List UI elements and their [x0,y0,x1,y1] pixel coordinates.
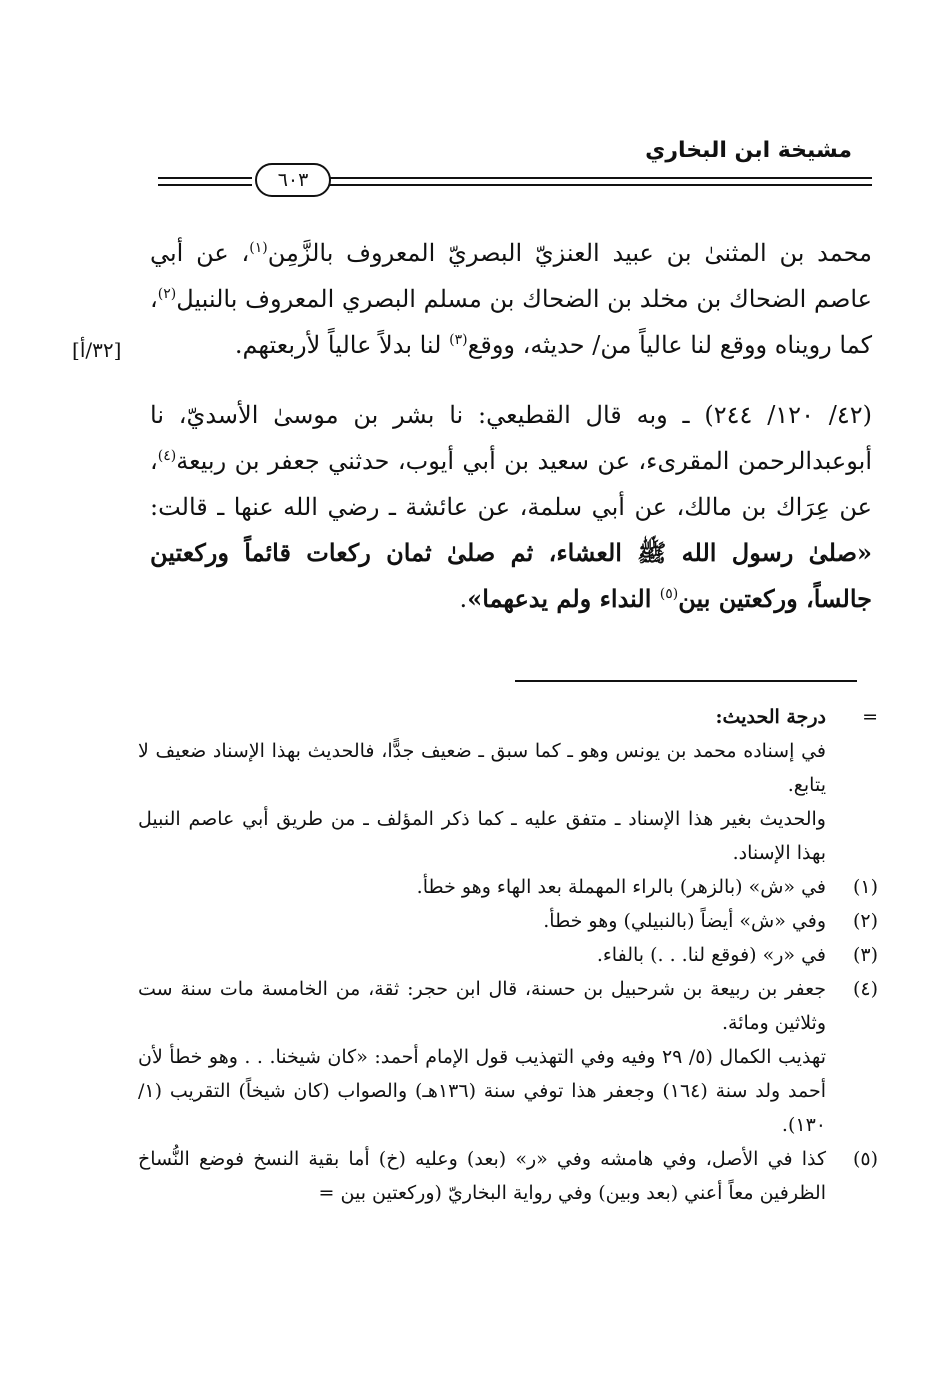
running-title: مشيخة ابن البخاري [645,138,852,163]
text-run: ، كما رويناه ووقع لنا عالياً من/ حديثه، ووقع [150,285,872,359]
text-run: (٤٢/ ١٢٠/ ٢٤٤) ـ وبه قال القطيعي: نا بشر بن موسىٰ الأسديّ، نا أبوعبدالرحمن المقرىء، عن سعيد بن أبي أيوب، حدثني جعفر بن ربيعة [150,401,872,475]
continuation-mark: = [862,706,878,728]
margin-reference: [٣٢/أ] [72,338,122,362]
page-number: ٦٠٣ [255,163,331,197]
footnote-text: وفي «ش» أيضاً (بالنبيلي) وهو خطأ. [543,910,826,932]
footnote-separator [515,680,857,682]
footnote-3 [138,938,878,972]
paragraph-2-hadith [150,392,872,622]
grade-text: في إسناده محمد بن يونس وهو ـ كما سبق ـ ضعيف جدًّا، فالحديث بهذا الإسناد ضعيف لا يتابع. [138,740,826,796]
header-rule-right [330,177,872,186]
text-run: محمد بن المثنىٰ بن عبيد العنزيّ البصريّ المعروف بالزَّمِن [267,239,873,267]
main-text [150,230,872,622]
footnote-text: جعفر بن ربيعة بن شرحبيل بن حسنة، قال ابن حجر: ثقة، من الخامسة مات سنة ست وثلاثين ومائة. [138,978,826,1034]
footnote-ref-2: (٢) [157,286,177,302]
footnote-4 [138,972,878,1040]
hadith-text-end: النداء ولم يدعهما» [467,584,660,613]
text-run: ، عن أبي عاصم الضحاك بن مخلد بن الضحاك بن مسلم البصري المعروف بالنبيل [150,239,872,313]
footnote-number: (٢) [852,910,878,932]
grade-heading: درجة الحديث: [715,706,826,728]
text-run: ، عن عِرَاك بن مالك، عن أبي سلمة، عن عائشة ـ رضي الله عنها ـ قالت: [150,447,872,521]
grade-line [138,802,878,870]
grade-text: والحديث بغير هذا الإسناد ـ متفق عليه ـ كما ذكر المؤلف ـ من طريق أبي عاصم النبيل بهذا الإسناد. [138,808,826,864]
footnote-text: كذا في الأصل، وفي هامشه وفي «ر» (بعد) وعليه (خ) أما بقية النسخ فوضع النُّساخ الظرفين معاً أعني (بعد وبين) وفي رواية البخاريّ (وركعتين بين = [138,1148,826,1204]
footnote-number: (٣) [852,944,878,966]
footnote-number: (٤) [852,978,878,1000]
grade-line [138,734,878,802]
footnote-5 [138,1142,878,1210]
paragraph-1 [150,230,872,368]
footnote-number: (١) [852,876,878,898]
footnote-2 [138,904,878,938]
footnote-ref-5: (٥) [659,586,679,602]
footnote-number: (٥) [852,1148,878,1170]
footnote-4-continued [138,1040,878,1142]
footnote-1 [138,870,878,904]
hadith-text: «صلىٰ رسول الله ﷺ العشاء، ثم صلىٰ ثمان ركعات قائماً وركعتين جالساً، وركعتين بين [150,538,872,613]
footnote-ref-4: (٤) [157,448,177,464]
footnote-text: في «ش» (بالزهر) بالراء المهملة بعد الهاء وهو خطأ. [416,876,826,898]
footnote-ref-3: (٣) [449,332,468,348]
footnotes [138,700,878,1210]
text-run: لنا بدلاً عالياً لأربعتهم. [234,331,450,359]
grade-heading-row [138,700,878,734]
footnote-text: تهذيب الكمال (٥/ ٢٩ وفيه وفي التهذيب قول الإمام أحمد: «كان شيخنا. . . وهو خطأ لأن أحمد ولد سنة (١٦٤) وجعفر هذا توفي سنة (١٣٦هـ) والصواب (كان شيخاً) التقريب (١/ ١٣٠). [138,1046,826,1136]
footnote-ref-1: (١) [249,240,268,256]
header-rule-left [158,177,252,186]
footnote-text: في «ر» (فوقع لنا. . .) بالفاء. [596,944,826,966]
text-run: . [459,585,468,613]
